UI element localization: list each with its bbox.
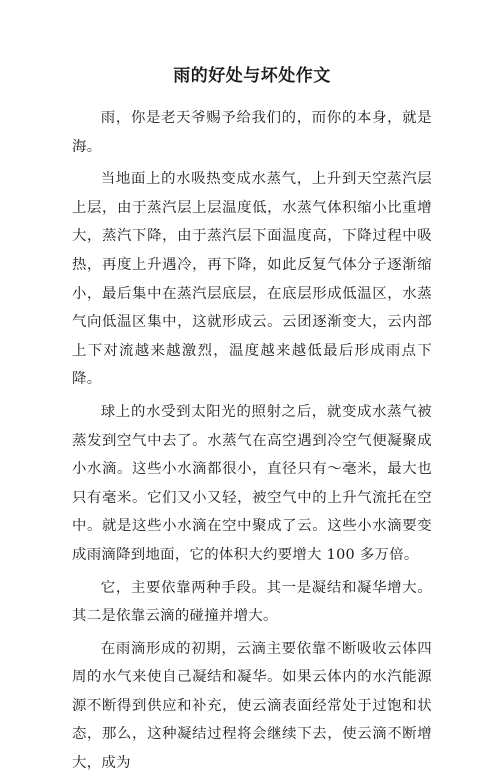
paragraph-4: 它，主要依靠两种手段。其一是凝结和凝华增大。其二是依靠云滴的碰撞并增大。: [72, 579, 432, 625]
paragraph-2: 当地面上的水吸热变成水蒸气，上升到天空蒸汽层上层，由于蒸汽层上层温度低，水蒸气体积缩小比重增大，蒸汽下降，由于蒸汽层下面温度高，下降过程中吸热，再度上升遇冷，再下降，如此反复气体分子逐渐缩小，最后集中在蒸汽层底层，在底层形成低温区，水蒸气向低温区集中，这就形成云。云团逐渐变大，云内部上下对流越来越激烈，温度越来越低最后形成雨点下降。: [72, 171, 432, 388]
paragraph-3: 球上的水受到太阳光的照射之后，就变成水蒸气被蒸发到空气中去了。水蒸气在高空遇到冷空气便凝聚成小水滴。这些小水滴都很小，直径只有～毫米，最大也只有毫米。它们又小又轻，被空气中的上升气流托在空中。就是这些小水滴在空中聚成了云。这些小水滴要变成雨滴降到地面，它的体积大约要增大 100 多万倍。: [72, 403, 432, 563]
document-title: 雨的好处与坏处作文: [173, 66, 331, 86]
paragraph-1: 雨，你是老天爷赐予给我们的，而你的本身，就是海。: [72, 110, 432, 155]
paragraph-5: 在雨滴形成的初期，云滴主要依靠不断吸收云体四周的水气来使自己凝结和凝华。如果云体内的水汽能源源不断得到供应和补充，使云滴表面经常处于过饱和状态，那么，这种凝结过程将会继续下去，使云滴不断增大，成为: [72, 640, 432, 772]
